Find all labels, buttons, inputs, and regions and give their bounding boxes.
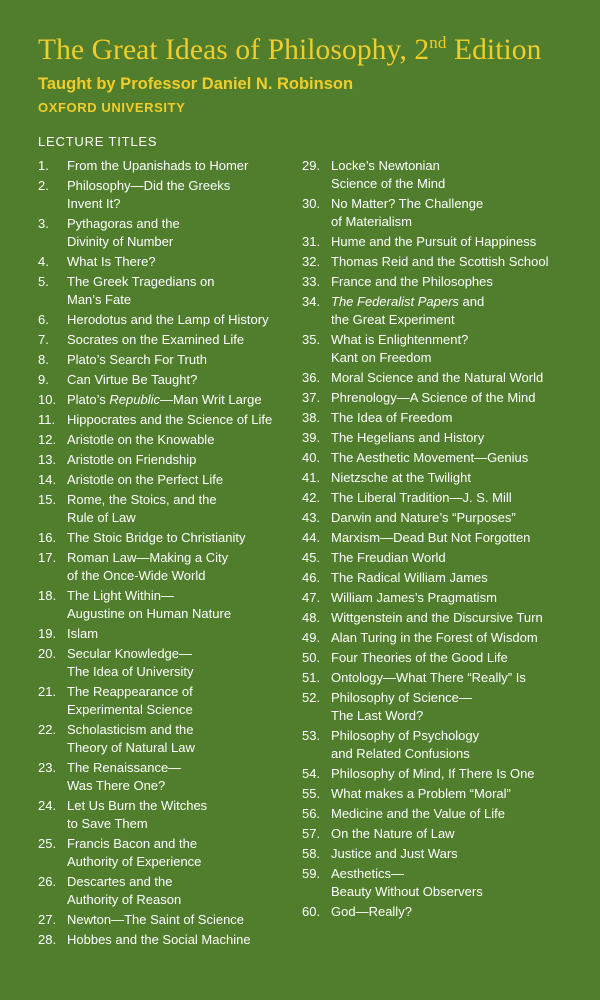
lecture-number: 18. [38, 588, 57, 603]
lecture-title-line: Rome, the Stoics, and the [67, 492, 217, 507]
lecture-title-line: Darwin and Nature’s “Purposes” [331, 510, 516, 525]
lecture-title [331, 253, 592, 271]
lecture-number: 19. [38, 626, 57, 641]
lecture-number: 50. [302, 650, 321, 665]
lecture-title-line: Experimental Science [67, 702, 193, 717]
lecture-title-line: of Materialism [331, 214, 412, 229]
lecture-number: 15. [38, 492, 57, 507]
lecture-title [67, 873, 308, 909]
lecture-item [38, 549, 308, 585]
lecture-item [302, 765, 592, 783]
lecture-title [331, 469, 592, 487]
lecture-item [38, 797, 308, 833]
lecture-title-line: Aristotle on Friendship [67, 452, 197, 467]
lecture-title-line: Secular Knowledge— [67, 646, 193, 661]
lecture-title-line: Authority of Experience [67, 854, 202, 869]
lecture-title-line: Francis Bacon and the [67, 836, 198, 851]
lecture-title-line: The Radical William James [331, 570, 488, 585]
lecture-item [38, 625, 308, 643]
lecture-title-line: Wittgenstein and the Discursive Turn [331, 610, 543, 625]
lecture-title-line: Nietzsche at the Twilight [331, 470, 471, 485]
lecture-item [302, 529, 592, 547]
lecture-title [67, 371, 308, 389]
lecture-title-line: Invent It? [67, 196, 121, 211]
lecture-item [302, 369, 592, 387]
lecture-item [302, 727, 592, 763]
lecture-item [302, 273, 592, 291]
section-heading: LECTURE TITLES [38, 134, 158, 149]
lecture-number: 31. [302, 234, 321, 249]
lecture-number: 56. [302, 806, 321, 821]
lecture-number: 55. [302, 786, 321, 801]
lecture-title [331, 865, 592, 901]
lecture-item [38, 471, 308, 489]
lecture-title-line: Hippocrates and the Science of Life [67, 412, 273, 427]
lecture-title-line: Augustine on Human Nature [67, 606, 232, 621]
lecture-number: 46. [302, 570, 321, 585]
lecture-item [302, 649, 592, 667]
lecture-number: 57. [302, 826, 321, 841]
lecture-number: 4. [38, 254, 49, 269]
lecture-title [67, 721, 308, 757]
lecture-title-line: The Aesthetic Movement—Genius [331, 450, 529, 465]
lecture-number: 9. [38, 372, 49, 387]
lecture-item [302, 409, 592, 427]
lecture-number: 25. [38, 836, 57, 851]
lecture-item [302, 489, 592, 507]
lecture-number: 52. [302, 690, 321, 705]
lecture-title [67, 431, 308, 449]
lecture-title-line: Beauty Without Observers [331, 884, 483, 899]
lecture-title-line: The Renaissance— [67, 760, 182, 775]
lecture-title [331, 609, 592, 627]
lecture-title [331, 903, 592, 921]
lecture-title-line: Socrates on the Examined Life [67, 332, 245, 347]
lecture-title-line: Scholasticism and the [67, 722, 194, 737]
lecture-title-line: Justice and Just Wars [331, 846, 458, 861]
lecture-title-line: The Idea of University [67, 664, 194, 679]
lecture-title-line: Authority of Reason [67, 892, 182, 907]
lecture-title-line: Alan Turing in the Forest of Wisdom [331, 630, 538, 645]
lecture-title-line: Theory of Natural Law [67, 740, 195, 755]
lecture-title [67, 491, 308, 527]
lecture-title [67, 931, 308, 949]
institution-name: OXFORD UNIVERSITY [38, 100, 186, 115]
lecture-title-line: Moral Science and the Natural World [331, 370, 544, 385]
lecture-number: 2. [38, 178, 49, 193]
lecture-item [38, 253, 308, 271]
lecture-title-line: Aristotle on the Knowable [67, 432, 215, 447]
lecture-number: 21. [38, 684, 57, 699]
lecture-title-line: to Save Them [67, 816, 148, 831]
lecture-item [38, 351, 308, 369]
lecture-number: 49. [302, 630, 321, 645]
lecture-title [331, 157, 592, 193]
lecture-title [67, 331, 308, 349]
lecture-title-line: Hobbes and the Social Machine [67, 932, 251, 947]
lecture-number: 14. [38, 472, 57, 487]
lecture-title-line: Thomas Reid and the Scottish School [331, 254, 549, 269]
lecture-title [331, 649, 592, 667]
lecture-title-line: William James’s Pragmatism [331, 590, 497, 605]
lecture-title [331, 765, 592, 783]
lecture-title-line: Marxism—Dead But Not Forgotten [331, 530, 531, 545]
lecture-number: 16. [38, 530, 57, 545]
lecture-number: 27. [38, 912, 57, 927]
lecture-number: 41. [302, 470, 321, 485]
lecture-item [38, 911, 308, 929]
lecture-number: 42. [302, 490, 321, 505]
lecture-title-line: On the Nature of Law [331, 826, 455, 841]
lecture-number: 10. [38, 392, 57, 407]
lecture-title-line: Kant on Freedom [331, 350, 432, 365]
lecture-title [331, 389, 592, 407]
lecture-item [302, 609, 592, 627]
lecture-item [38, 931, 308, 949]
lecture-title-line: The Reappearance of [67, 684, 193, 699]
lecture-title [331, 805, 592, 823]
lecture-number: 32. [302, 254, 321, 269]
lecture-number: 17. [38, 550, 57, 565]
lecture-title [67, 273, 308, 309]
lecture-number: 53. [302, 728, 321, 743]
lecture-number: 22. [38, 722, 57, 737]
lecture-title-line: What makes a Problem “Moral” [331, 786, 511, 801]
lecture-number: 24. [38, 798, 57, 813]
lecture-number: 33. [302, 274, 321, 289]
lecture-number: 11. [38, 412, 56, 427]
lecture-title-line: Locke’s Newtonian [331, 158, 440, 173]
lecture-number: 1. [38, 158, 49, 173]
lecture-number: 6. [38, 312, 49, 327]
lecture-title-line: and Related Confusions [331, 746, 470, 761]
lecture-item [38, 371, 308, 389]
lecture-title-line: Plato’s Search For Truth [67, 352, 207, 367]
lecture-number: 39. [302, 430, 321, 445]
lecture-item [302, 509, 592, 527]
lecture-item [38, 683, 308, 719]
lecture-title-line: The Liberal Tradition—J. S. Mill [331, 490, 512, 505]
lecture-title [331, 629, 592, 647]
lecture-number: 5. [38, 274, 49, 289]
lecture-title-line: What is Enlightenment? [331, 332, 469, 347]
lecture-number: 58. [302, 846, 321, 861]
lecture-number: 7. [38, 332, 49, 347]
lecture-item [38, 391, 308, 409]
lecture-title-line: The Light Within— [67, 588, 174, 603]
lecture-title-line: Roman Law—Making a City [67, 550, 229, 565]
lecture-item [302, 293, 592, 329]
lecture-title-line: Ontology—What There “Really” Is [331, 670, 526, 685]
lecture-item [302, 669, 592, 687]
lecture-title [67, 683, 308, 719]
lecture-title-line: France and the Philosophes [331, 274, 493, 289]
lecture-title [331, 529, 592, 547]
lecture-title-line: Herodotus and the Lamp of History [67, 312, 269, 327]
lecture-title [331, 589, 592, 607]
lecture-title [331, 825, 592, 843]
lecture-title [67, 911, 308, 929]
lecture-number: 45. [302, 550, 321, 565]
lecture-item [38, 721, 308, 757]
lecture-title [67, 351, 308, 369]
page-title: The Great Ideas of Philosophy, 2nd Edition [38, 33, 542, 66]
lecture-title-line: Four Theories of the Good Life [331, 650, 508, 665]
lecture-title-line: Divinity of Number [67, 234, 174, 249]
lecture-title [67, 253, 308, 271]
lecture-number: 34. [302, 294, 321, 309]
lecture-item [302, 805, 592, 823]
lecture-title-line: Philosophy of Mind, If There Is One [331, 766, 535, 781]
lecture-title-line: Medicine and the Value of Life [331, 806, 505, 821]
lecture-title [331, 509, 592, 527]
lecture-number: 23. [38, 760, 57, 775]
lecture-number: 13. [38, 452, 57, 467]
lecture-item [302, 157, 592, 193]
lecture-title-line: The Freudian World [331, 550, 446, 565]
lecture-title-line: Aesthetics— [331, 866, 404, 881]
lecture-title [331, 569, 592, 587]
lecture-item [38, 529, 308, 547]
lecture-title [67, 451, 308, 469]
lecture-item [302, 469, 592, 487]
lecture-title [67, 311, 308, 329]
lecture-title-line: The Greek Tragedians on [67, 274, 215, 289]
lecture-number: 20. [38, 646, 57, 661]
lecture-item [302, 195, 592, 231]
lecture-title [331, 669, 592, 687]
lecture-title [67, 157, 308, 175]
lecture-item [302, 589, 592, 607]
lecture-item [38, 331, 308, 349]
lecture-title-line: The Stoic Bridge to Christianity [67, 530, 246, 545]
lecture-number: 59. [302, 866, 321, 881]
lecture-number: 48. [302, 610, 321, 625]
lecture-title [331, 293, 592, 329]
lecture-title-line: Philosophy of Science— [331, 690, 472, 705]
lecture-number: 28. [38, 932, 57, 947]
lecture-number: 29. [302, 158, 321, 173]
lecture-item [38, 431, 308, 449]
lecture-title [67, 645, 308, 681]
lecture-title-line: Can Virtue Be Taught? [67, 372, 198, 387]
lecture-title [331, 549, 592, 567]
lecture-item [302, 233, 592, 251]
lecture-title-line: The Hegelians and History [331, 430, 485, 445]
lecture-title-line: Philosophy of Psychology [331, 728, 480, 743]
lecture-item [38, 451, 308, 469]
lecture-item [302, 903, 592, 921]
lecture-title [331, 273, 592, 291]
lecture-title [67, 215, 308, 251]
lecture-number: 26. [38, 874, 57, 889]
lecture-item [302, 331, 592, 367]
lecture-title [67, 549, 308, 585]
lecture-title-line: the Great Experiment [331, 312, 455, 327]
lecture-number: 47. [302, 590, 321, 605]
lecture-item [302, 449, 592, 467]
lecture-number: 60. [302, 904, 321, 919]
lecture-title [67, 797, 308, 833]
lecture-number: 51. [302, 670, 321, 685]
lecture-title [67, 529, 308, 547]
lecture-item [38, 311, 308, 329]
lecture-title [67, 625, 308, 643]
lecture-number: 44. [302, 530, 321, 545]
lecture-title [67, 759, 308, 795]
lecture-title-line: No Matter? The Challenge [331, 196, 484, 211]
lecture-title [331, 409, 592, 427]
lecture-title-line: Philosophy—Did the Greeks [67, 178, 231, 193]
lecture-title [67, 587, 308, 623]
lecture-title [331, 195, 592, 231]
lecture-item [38, 491, 308, 527]
lecture-title-line: God—Really? [331, 904, 412, 919]
lecture-item [38, 411, 308, 429]
lecture-title-line: Rule of Law [67, 510, 136, 525]
lecture-item [302, 825, 592, 843]
lecture-title-line: Plato’s Republic—Man Writ Large [67, 392, 262, 407]
lecture-item [38, 177, 308, 213]
lecture-title [331, 369, 592, 387]
lecture-item [302, 629, 592, 647]
lecture-title [331, 331, 592, 367]
lecture-item [302, 389, 592, 407]
lecture-title-line: Newton—The Saint of Science [67, 912, 245, 927]
lecture-number: 36. [302, 370, 321, 385]
lecture-title-line: Phrenology—A Science of the Mind [331, 390, 536, 405]
lecture-title [67, 471, 308, 489]
lecture-title [67, 177, 308, 213]
lecture-item [302, 569, 592, 587]
lecture-number: 35. [302, 332, 321, 347]
lecture-item [302, 785, 592, 803]
lecture-list-right [302, 157, 592, 923]
lecture-title [331, 429, 592, 447]
lecture-title [331, 689, 592, 725]
lecture-item [38, 215, 308, 251]
lecture-item [38, 587, 308, 623]
lecture-number: 54. [302, 766, 321, 781]
lecture-title-line: Islam [67, 626, 99, 641]
lecture-item [38, 873, 308, 909]
lecture-title [67, 835, 308, 871]
lecture-title-line: Was There One? [67, 778, 166, 793]
professor-byline: Taught by Professor Daniel N. Robinson [38, 75, 354, 93]
lecture-number: 43. [302, 510, 321, 525]
lecture-item [302, 689, 592, 725]
lecture-item [302, 549, 592, 567]
lecture-title-line: Pythagoras and the [67, 216, 180, 231]
lecture-title-line: The Idea of Freedom [331, 410, 453, 425]
lecture-title [331, 233, 592, 251]
lecture-item [302, 429, 592, 447]
lecture-title [331, 489, 592, 507]
lecture-title [331, 727, 592, 763]
lecture-item [38, 157, 308, 175]
lecture-number: 12. [38, 432, 57, 447]
lecture-title-line: of the Once-Wide World [67, 568, 206, 583]
lecture-title [67, 391, 308, 409]
lecture-number: 40. [302, 450, 321, 465]
lecture-title-line: Descartes and the [67, 874, 173, 889]
lecture-title-line: From the Upanishads to Homer [67, 158, 249, 173]
lecture-title-line: Aristotle on the Perfect Life [67, 472, 224, 487]
lecture-title-line: Man’s Fate [67, 292, 132, 307]
lecture-number: 8. [38, 352, 49, 367]
lecture-title [331, 845, 592, 863]
lecture-number: 3. [38, 216, 49, 231]
lecture-number: 30. [302, 196, 321, 211]
lecture-list-left [38, 157, 308, 951]
lecture-title-line: Let Us Burn the Witches [67, 798, 208, 813]
lecture-item [38, 759, 308, 795]
lecture-title [331, 785, 592, 803]
lecture-item [302, 865, 592, 901]
lecture-item [38, 835, 308, 871]
lecture-item [302, 845, 592, 863]
lecture-item [38, 273, 308, 309]
lecture-title [331, 449, 592, 467]
lecture-item [38, 645, 308, 681]
lecture-title-line: Hume and the Pursuit of Happiness [331, 234, 537, 249]
lecture-number: 37. [302, 390, 321, 405]
lecture-title [67, 411, 308, 429]
lecture-title-line: What Is There? [67, 254, 156, 269]
lecture-title-line: The Last Word? [331, 708, 424, 723]
lecture-number: 38. [302, 410, 321, 425]
lecture-title-line: The Federalist Papers and [331, 294, 485, 309]
lecture-title-line: Science of the Mind [331, 176, 446, 191]
lecture-item [302, 253, 592, 271]
